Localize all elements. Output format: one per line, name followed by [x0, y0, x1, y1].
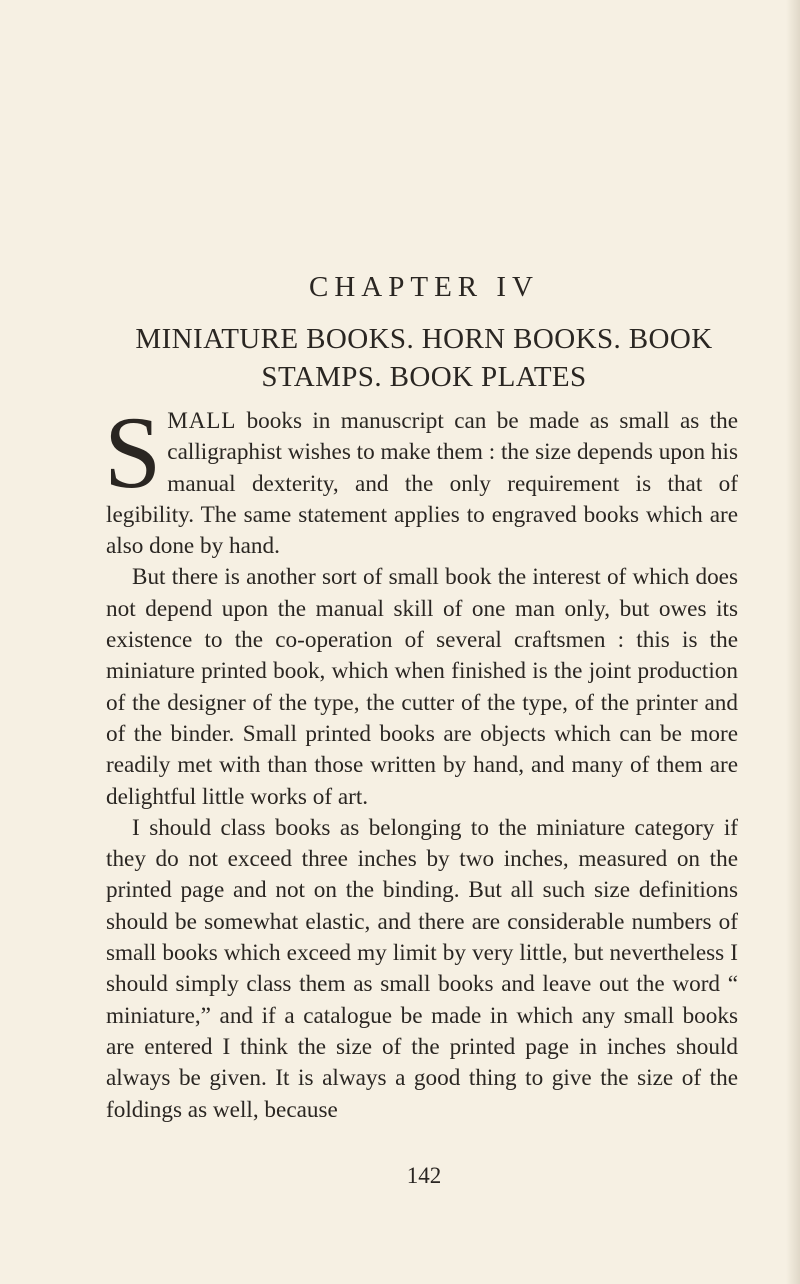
- body-text: [104, 396, 738, 1126]
- chapter-title-line-2: STAMPS. BOOK PLATES: [261, 361, 587, 393]
- page-number: 142: [406, 1163, 442, 1188]
- paragraph-3: I should class books as belonging to the miniature category if they do not exceed three inches by two inches, measured on the printed page and not on the binding. But all such size definitions should be somewhat elastic, and there are considerable numbers of small books which exceed my limit by very little, but nevertheless I should simply class them as small books and leave out the word “ miniature,” and if a catalogue be made in which any small books are entered I think the size of the printed page in inches should always be given. It is always a good thing to give the size of the foldings as well, because: [106, 814, 738, 1123]
- chapter-title-line-1: MINIATURE BOOKS. HORN BOOKS. BOOK: [135, 323, 713, 355]
- lead-small-caps: MALL: [167, 408, 237, 434]
- paragraph-1: [104, 396, 738, 562]
- chapter-heading: CHAPTER IV: [309, 271, 539, 303]
- paragraph-2: But there is another sort of small book the interest of which does not depend upon the manual skill of one man only, but owes its existence to the co-operation of several craftsmen : this is the miniature printed book, which when finished is the joint production of the designer of the type, the cutter of the type, of the printer and of the binder. Small printed books are objects which can be more readily met with than those written by hand, and many of them are delightful little works of art.: [106, 564, 738, 810]
- drop-cap: S: [104, 396, 162, 510]
- paragraph-1-text: books in manuscript can be made as small as the calligraphist wishes to make them : the size depends upon his manual dexterity, and the only requirement is that of legibility. The same statement applies to engraved books which are also done by hand.: [106, 408, 738, 560]
- page-edge-shadow: [786, 0, 800, 1284]
- chapter-title: [40, 320, 800, 396]
